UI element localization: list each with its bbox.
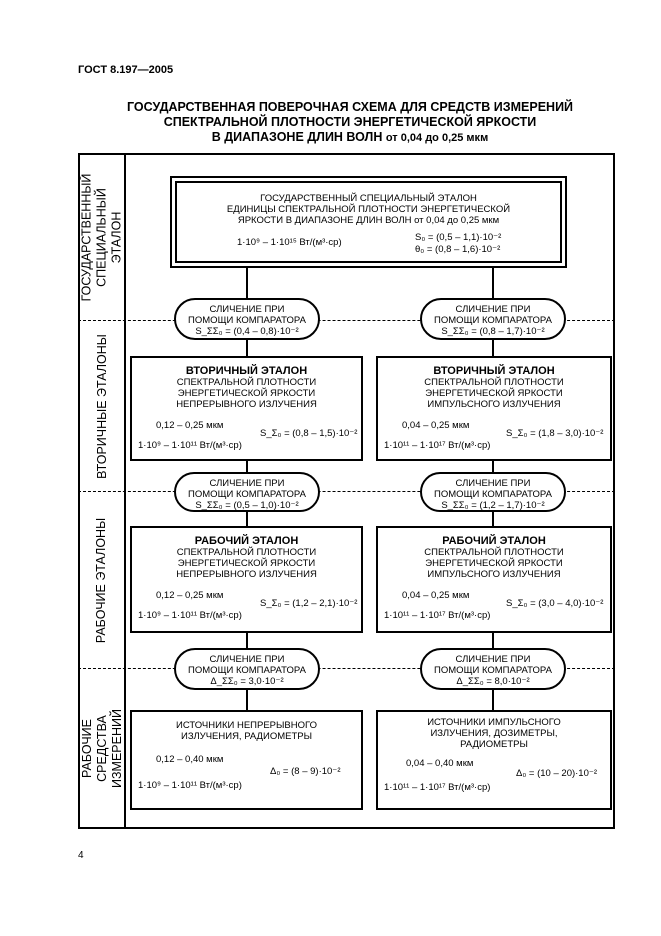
box-line: ИМПУЛЬСНОГО ИЗЛУЧЕНИЯ xyxy=(427,569,561,580)
secondary-standard-left-box xyxy=(130,356,363,461)
box-line: ИСТОЧНИКИ НЕПРЕРЫВНОГО xyxy=(176,720,317,731)
box-wavelength: 0,12 – 0,25 мкм xyxy=(156,590,224,601)
section-label-instruments-text: РАБОЧИЕ СРЕДСТВА ИЗМЕРЕНИЙ xyxy=(79,708,124,788)
box-range: 1·10⁹ – 1·10¹¹ Вт/(м³·ср) xyxy=(138,610,242,621)
box-line: ЭНЕРГЕТИЧЕСКОЙ ЯРКОСТИ xyxy=(177,388,316,399)
box-wavelength: 0,12 – 0,25 мкм xyxy=(156,420,224,431)
pill-line-1: СЛИЧЕНИЕ ПРИ xyxy=(455,304,531,315)
box-line: СПЕКТРАЛЬНОЙ ПЛОТНОСТИ xyxy=(424,547,564,558)
pill-value: S_ΣΣ₀ = (0,8 – 1,7)·10⁻² xyxy=(441,326,545,337)
comparison-pill-3-right xyxy=(420,648,566,690)
box-line: СПЕКТРАЛЬНОЙ ПЛОТНОСТИ xyxy=(176,377,317,388)
box-line: РАДИОМЕТРЫ xyxy=(460,739,528,750)
box-title: ВТОРИЧНЫЙ ЭТАЛОН xyxy=(185,365,308,377)
working-standard-right-box xyxy=(376,526,612,633)
state-standard-inner xyxy=(175,181,562,263)
pill-value: Δ_ΣΣ₀ = 3,0·10⁻² xyxy=(210,676,284,687)
box-line: ЭНЕРГЕТИЧЕСКОЙ ЯРКОСТИ xyxy=(177,558,316,569)
state-standard-s0: S₀ = (0,5 – 1,1)·10⁻² xyxy=(415,232,502,243)
connector-line xyxy=(492,632,494,648)
section-label-state-standard-text: ГОСУДАРСТВЕННЫЙ СПЕЦИАЛЬНЫЙ ЭТАЛОН xyxy=(79,173,124,302)
box-uncertainty: S_Σ₀ = (3,0 – 4,0)·10⁻² xyxy=(506,598,604,609)
pill-line-1: СЛИЧЕНИЕ ПРИ xyxy=(209,654,285,665)
box-range: 1·10¹¹ – 1·10¹⁷ Вт/(м³·ср) xyxy=(384,782,491,793)
box-line: ЭНЕРГЕТИЧЕСКОЙ ЯРКОСТИ xyxy=(425,558,563,569)
box-title: РАБОЧИЙ ЭТАЛОН xyxy=(442,535,546,547)
pill-line-2: ПОМОЩИ КОМПАРАТОРА xyxy=(188,489,306,500)
box-line: СПЕКТРАЛЬНОЙ ПЛОТНОСТИ xyxy=(176,547,317,558)
box-range: 1·10⁹ – 1·10¹¹ Вт/(м³·ср) xyxy=(138,440,242,451)
comparison-pill-2-right xyxy=(420,472,566,512)
box-uncertainty: Δ₀ = (8 – 9)·10⁻² xyxy=(270,766,341,777)
pill-line-1: СЛИЧЕНИЕ ПРИ xyxy=(209,304,285,315)
working-standard-left-box xyxy=(130,526,363,633)
box-range: 1·10¹¹ – 1·10¹⁷ Вт/(м³·ср) xyxy=(384,440,491,451)
state-standard-line-1: ГОСУДАРСТВЕННЫЙ СПЕЦИАЛЬНЫЙ ЭТАЛОН xyxy=(260,193,477,204)
box-line: НЕПРЕРЫВНОГО ИЗЛУЧЕНИЯ xyxy=(176,569,317,580)
title-line-3 xyxy=(100,130,600,146)
pill-line-2: ПОМОЩИ КОМПАРАТОРА xyxy=(188,315,306,326)
state-standard-range: 1·10⁹ – 1·10¹⁵ Вт/(м³·ср) xyxy=(237,237,342,248)
secondary-standard-right-box xyxy=(376,356,612,461)
box-range: 1·10⁹ – 1·10¹¹ Вт/(м³·ср) xyxy=(138,780,242,791)
box-line: НЕПРЕРЫВНОГО ИЗЛУЧЕНИЯ xyxy=(176,399,317,410)
state-standard-box xyxy=(170,176,567,268)
box-uncertainty: S_Σ₀ = (1,8 – 3,0)·10⁻² xyxy=(506,428,604,439)
connector-line xyxy=(246,688,248,710)
section-label-state-standard xyxy=(80,155,124,320)
page-number: 4 xyxy=(78,850,84,861)
state-standard-theta0: θ₀ = (0,8 – 1,6)·10⁻² xyxy=(415,244,501,255)
pill-value: S_ΣΣ₀ = (1,2 – 1,7)·10⁻² xyxy=(441,500,545,511)
pill-line-2: ПОМОЩИ КОМПАРАТОРА xyxy=(188,665,306,676)
box-line: СПЕКТРАЛЬНОЙ ПЛОТНОСТИ xyxy=(424,377,564,388)
pill-line-2: ПОМОЩИ КОМПАРАТОРА xyxy=(434,489,552,500)
connector-line xyxy=(246,632,248,648)
box-uncertainty: S_Σ₀ = (1,2 – 2,1)·10⁻² xyxy=(260,598,358,609)
state-standard-heading xyxy=(177,193,560,226)
comparison-pill-1-left xyxy=(174,298,320,340)
comparison-pill-1-right xyxy=(420,298,566,340)
instruments-right-box xyxy=(376,710,612,810)
title-line-1: ГОСУДАРСТВЕННАЯ ПОВЕРОЧНАЯ СХЕМА ДЛЯ СРЕДСТВ ИЗМЕРЕНИЙ xyxy=(126,100,574,114)
state-standard-line-3: ЯРКОСТИ В ДИАПАЗОНЕ ДЛИН ВОЛН от 0,04 до 0,25 мкм xyxy=(237,215,500,226)
box-line: ИЗЛУЧЕНИЯ, РАДИОМЕТРЫ xyxy=(180,731,313,742)
box-line: ИЗЛУЧЕНИЯ, ДОЗИМЕТРЫ, xyxy=(430,728,558,739)
box-line: ИСТОЧНИКИ ИМПУЛЬСНОГО xyxy=(427,717,561,728)
box-title: РАБОЧИЙ ЭТАЛОН xyxy=(194,535,299,547)
pill-value: S_ΣΣ₀ = (0,5 – 1,0)·10⁻² xyxy=(195,500,299,511)
section-label-instruments xyxy=(80,669,124,827)
box-uncertainty: S_Σ₀ = (0,8 – 1,5)·10⁻² xyxy=(260,428,358,439)
box-title: ВТОРИЧНЫЙ ЭТАЛОН xyxy=(433,365,555,377)
box-wavelength: 0,04 – 0,25 мкм xyxy=(402,590,470,601)
section-label-secondary xyxy=(80,321,124,491)
section-label-working xyxy=(80,492,124,668)
title-line-2: СПЕКТРАЛЬНОЙ ПЛОТНОСТИ ЭНЕРГЕТИЧЕСКОЙ ЯРКОСТИ xyxy=(163,115,537,129)
pill-value: S_ΣΣ₀ = (0,4 – 0,8)·10⁻² xyxy=(195,326,299,337)
title-line-3-range: от 0,04 до 0,25 мкм xyxy=(385,132,489,144)
pill-line-2: ПОМОЩИ КОМПАРАТОРА xyxy=(434,315,552,326)
comparison-pill-2-left xyxy=(174,472,320,512)
document-header: ГОСТ 8.197—2005 xyxy=(78,64,174,76)
box-line: ЭНЕРГЕТИЧЕСКОЙ ЯРКОСТИ xyxy=(425,388,563,399)
box-range: 1·10¹¹ – 1·10¹⁷ Вт/(м³·ср) xyxy=(384,610,491,621)
connector-line xyxy=(492,688,494,710)
scheme-title xyxy=(100,100,600,146)
state-standard-line-2: ЕДИНИЦЫ СПЕКТРАЛЬНОЙ ПЛОТНОСТИ ЭНЕРГЕТИЧЕСКОЙ xyxy=(226,204,511,215)
box-wavelength: 0,04 – 0,40 мкм xyxy=(406,758,474,769)
box-line: ИМПУЛЬСНОГО ИЗЛУЧЕНИЯ xyxy=(427,399,561,410)
box-wavelength: 0,04 – 0,25 мкм xyxy=(402,420,470,431)
pill-line-1: СЛИЧЕНИЕ ПРИ xyxy=(455,478,531,489)
comparison-pill-3-left xyxy=(174,648,320,690)
box-uncertainty: Δ₀ = (10 – 20)·10⁻² xyxy=(516,768,598,779)
box-wavelength: 0,12 – 0,40 мкм xyxy=(156,754,224,765)
section-label-working-text: РАБОЧИЕ ЭТАЛОНЫ xyxy=(94,517,109,643)
instruments-left-box xyxy=(130,710,363,810)
title-line-3-main: В ДИАПАЗОНЕ ДЛИН ВОЛН xyxy=(211,130,383,144)
pill-line-1: СЛИЧЕНИЕ ПРИ xyxy=(209,478,285,489)
section-label-secondary-text: ВТОРИЧНЫЕ ЭТАЛОНЫ xyxy=(94,333,109,479)
pill-line-1: СЛИЧЕНИЕ ПРИ xyxy=(455,654,531,665)
pill-line-2: ПОМОЩИ КОМПАРАТОРА xyxy=(434,665,552,676)
pill-value: Δ_ΣΣ₀ = 8,0·10⁻² xyxy=(456,676,530,687)
